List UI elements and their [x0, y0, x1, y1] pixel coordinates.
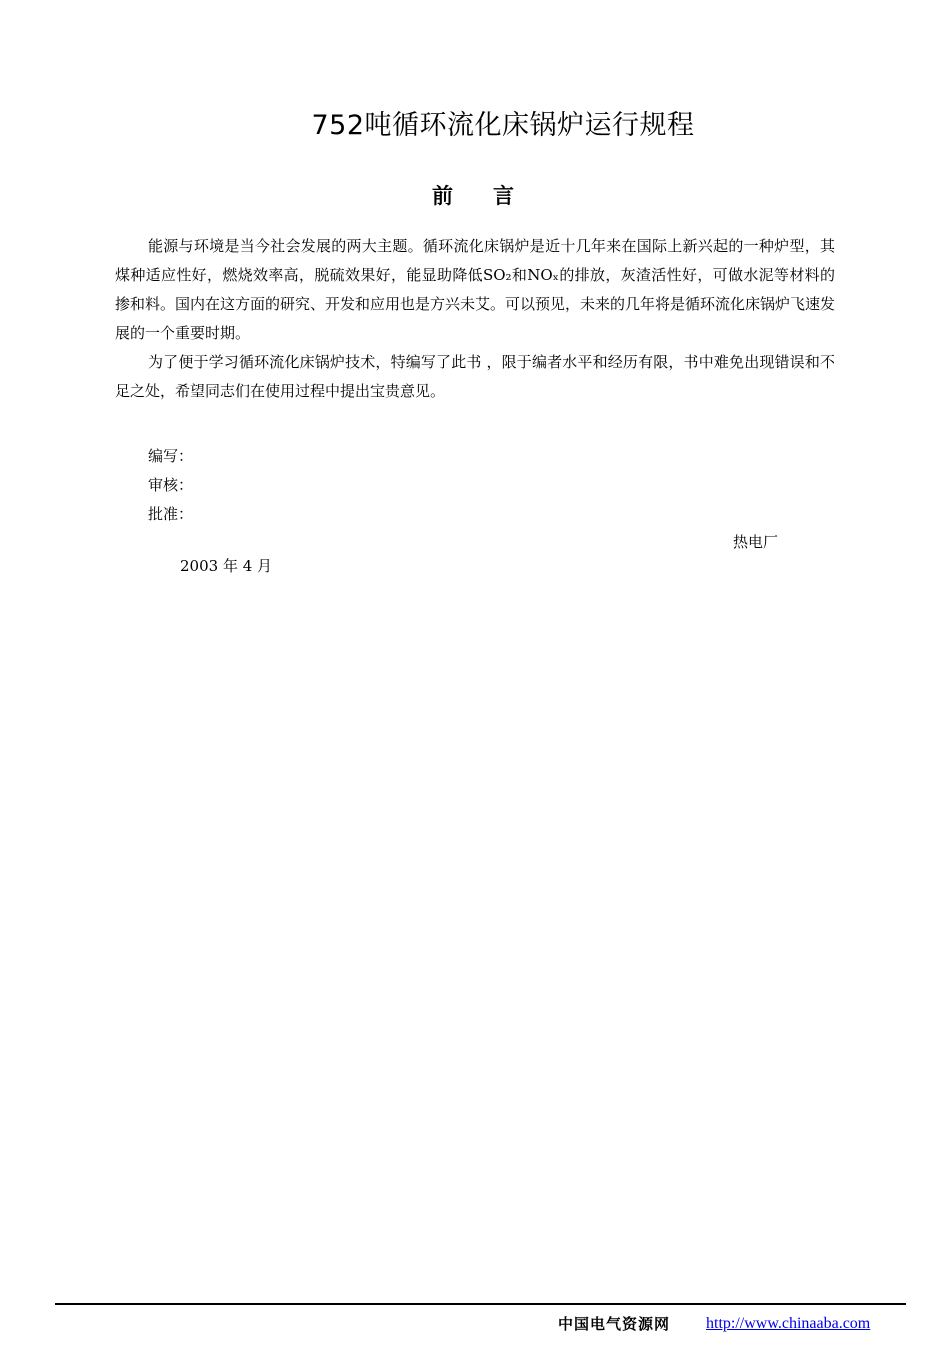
- approved-by-label: 批准：: [148, 505, 194, 523]
- organization-name: 热电厂: [733, 533, 779, 551]
- reviewed-by-label: 审核：: [148, 476, 194, 494]
- signoff-block: [148, 442, 193, 529]
- preface-paragraph: 能源与环境是当今社会发展的两大主题。循环流化床锅炉是近十几年来在国际上新兴起的一种炉型，其煤种适应性好，燃烧效率高，脱硫效果好，能显助降低SO₂和NOₓ的排放，灰渣活性好，可做水泥等材料的掺和料。国内在这方面的研究、开发和应用也是方兴未艾。可以预见，未来的几年将是循环流化床锅炉飞速发展的一个重要时期。: [115, 237, 836, 342]
- footer-divider: [55, 1303, 906, 1305]
- document-title: 752吨循环流化床锅炉运行规程: [311, 110, 695, 141]
- preface-heading: 前言: [432, 184, 554, 208]
- footer-site-name: 中国电气资源网: [558, 1315, 671, 1333]
- document-date: 2003 年 4 月: [180, 557, 273, 575]
- preface-body: [115, 232, 835, 406]
- preface-paragraph: 为了便于学习循环流化床锅炉技术，特编写了此书 ，限于编者水平和经历有限，书中难免出现错误和不足之处，希望同志们在使用过程中提出宝贵意见。: [115, 353, 835, 400]
- written-by-label: 编写：: [148, 447, 194, 465]
- footer-website-link[interactable]: http://www.chinaaba.com: [706, 1315, 871, 1332]
